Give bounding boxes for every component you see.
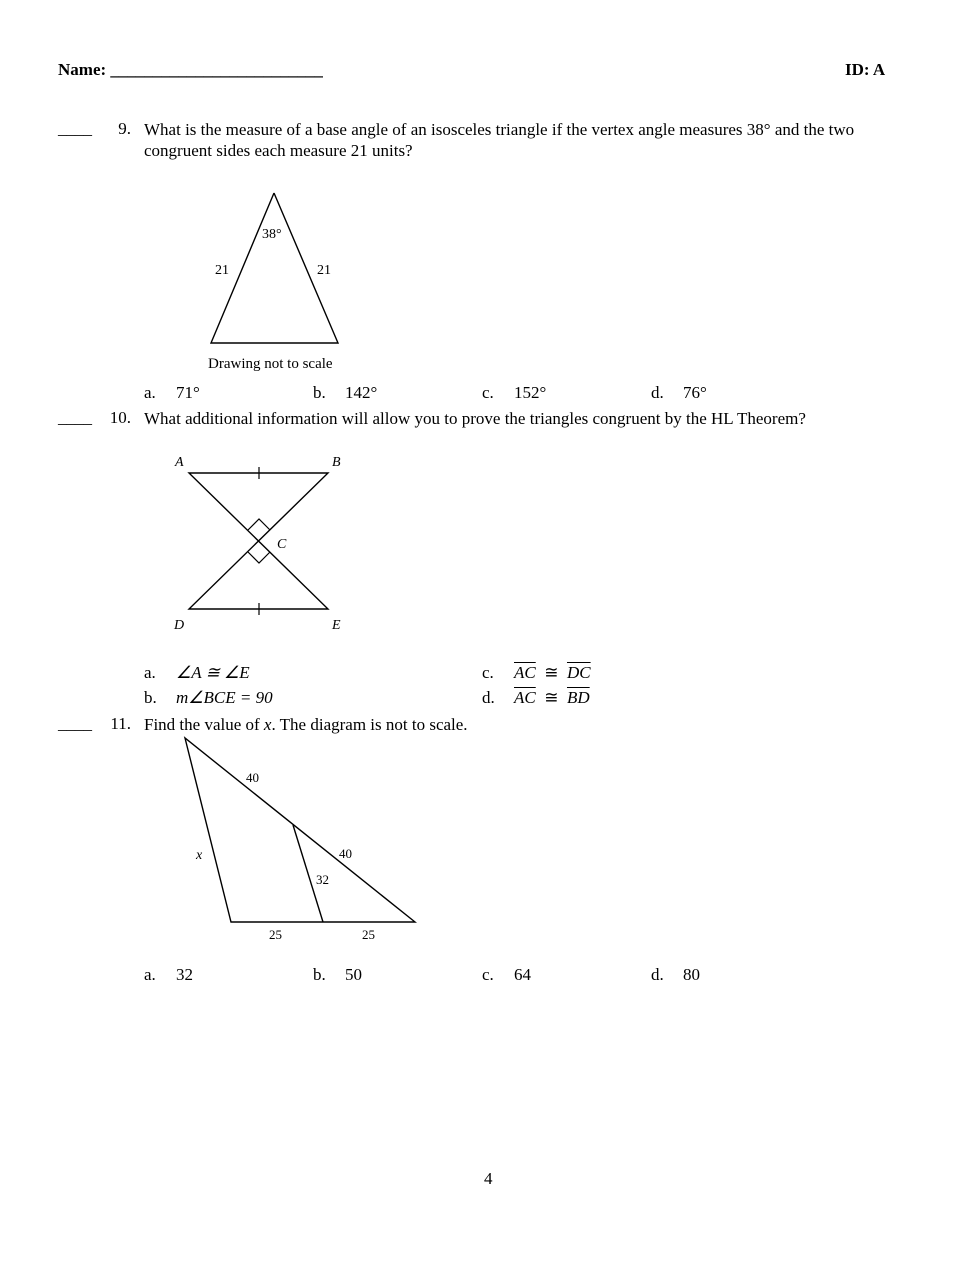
choice-q11-c[interactable]	[482, 965, 531, 985]
segment-ac: $\overline{AC}$	[514, 688, 536, 707]
vertex-c-label: C	[277, 537, 287, 552]
question-text-q11	[144, 714, 468, 735]
figure-caption: Drawing not to scale	[208, 356, 333, 372]
mid-side-label: 40	[339, 846, 352, 861]
choice-text: 80	[683, 965, 700, 984]
choice-letter: a.	[144, 383, 156, 402]
vertex-d-label: D	[174, 618, 185, 633]
question-text-q9	[144, 119, 904, 161]
choice-text: m∠BCE = 90	[176, 688, 273, 707]
segment-dc: $\overline{DC}$	[566, 663, 591, 682]
vertex-b-label: B	[332, 455, 341, 470]
choice-letter: c.	[482, 663, 494, 682]
name-field	[58, 60, 323, 80]
choice-q10-d[interactable]	[482, 688, 590, 708]
choice-q11-d[interactable]	[651, 965, 700, 985]
name-blank[interactable]: _________________________	[110, 60, 323, 79]
left-side-label: 21	[215, 263, 229, 278]
base-right-label: 25	[362, 927, 375, 942]
choice-letter: a.	[144, 965, 156, 984]
choice-letter: b.	[313, 965, 326, 984]
right-side-label: 21	[317, 263, 331, 278]
segment-ac: $\overline{AC}$	[514, 663, 536, 682]
question-number-q9: 9.	[118, 119, 131, 138]
choice-q10-a[interactable]	[144, 663, 250, 683]
answer-blank-q10[interactable]: ____	[58, 408, 92, 427]
question-text-q11-var: x	[263, 715, 272, 734]
choice-letter: c.	[482, 383, 494, 402]
hourglass-triangles-figure	[165, 450, 365, 635]
choice-text: ∠A ≅ ∠E	[176, 663, 250, 682]
answer-blank-q9[interactable]: ____	[58, 119, 92, 138]
choice-letter: d.	[651, 383, 664, 402]
choice-text: 50	[345, 965, 362, 984]
choice-letter: b.	[144, 688, 157, 707]
outer-triangle	[185, 738, 415, 922]
congruent-symbol: ≅	[544, 663, 559, 682]
isosceles-triangle-figure	[195, 185, 365, 380]
choice-letter: c.	[482, 965, 494, 984]
page-number: 4	[484, 1169, 493, 1188]
choice-text: 32	[176, 965, 193, 984]
choice-q11-b[interactable]	[313, 965, 362, 985]
choice-q10-c[interactable]	[482, 663, 591, 683]
choice-q9-b[interactable]	[313, 383, 377, 403]
triangles-outline	[189, 473, 328, 609]
choice-letter: a.	[144, 663, 156, 682]
choice-text: 71°	[176, 383, 200, 402]
choice-letter: d.	[651, 965, 664, 984]
question-number-q11: 11.	[110, 714, 131, 733]
vertex-e-label: E	[332, 618, 341, 633]
question-text-q10: What additional information will allow you to prove the triangles congruent by the HL Theorem?	[144, 409, 806, 428]
name-label: Name:	[58, 60, 107, 79]
question-text-q11-after: . The diagram is not to scale.	[271, 715, 468, 734]
choice-q9-a[interactable]	[144, 383, 200, 403]
question-text-q9-line2: congruent sides each measure 21 units?	[144, 141, 413, 160]
choice-text: 76°	[683, 383, 707, 402]
question-text-q11-before: Find the value of	[144, 715, 264, 734]
right-angle-mark-top	[248, 519, 270, 530]
inner-side-label: 32	[316, 872, 329, 887]
congruent-symbol: ≅	[544, 688, 559, 707]
left-side-label: x	[196, 848, 203, 863]
choice-text: 64	[514, 965, 531, 984]
choice-text: 142°	[345, 383, 378, 402]
choice-q11-a[interactable]	[144, 965, 193, 985]
segment-bd: $\overline{BD}$	[566, 688, 590, 707]
choice-letter: b.	[313, 383, 326, 402]
answer-blank-q11[interactable]: ____	[58, 714, 92, 733]
top-side-label: 40	[246, 770, 259, 785]
right-angle-mark-bottom	[248, 552, 270, 563]
choice-q10-b[interactable]	[144, 688, 273, 708]
choice-q9-c[interactable]	[482, 383, 546, 403]
choice-letter: d.	[482, 688, 495, 707]
vertex-a-label: A	[175, 455, 184, 470]
base-left-label: 25	[269, 927, 282, 942]
vertex-angle-label: 38°	[262, 227, 282, 242]
choice-text: 152°	[514, 383, 547, 402]
choice-q9-d[interactable]	[651, 383, 707, 403]
question-number-q10: 10.	[109, 408, 131, 427]
id-label: ID: A	[845, 60, 886, 79]
triangle-midsegment-figure	[180, 733, 430, 948]
question-text-q9-line1: What is the measure of a base angle of an isosceles triangle if the vertex angle measures 38° and the two	[144, 120, 855, 139]
